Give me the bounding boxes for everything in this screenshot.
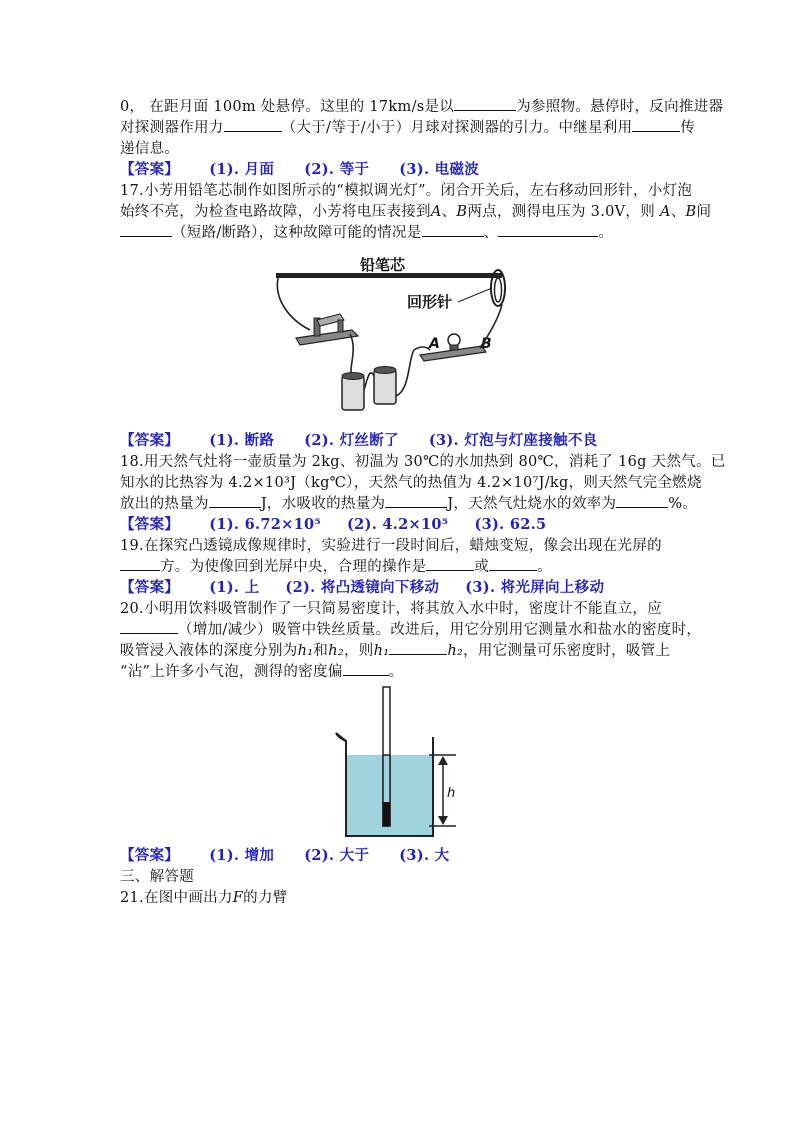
q17-line-3 [120,223,613,243]
q20-line-1 [120,599,662,619]
answer-item: (3). 将光屏向上移动 [465,579,605,596]
answer-blank [454,97,516,111]
q17-text: 17.小芳用铅笔芯制作如图所示的“模拟调光灯”。闭合开关后，左右移动回形针，小灯泡 [120,183,693,199]
answer-blank [422,223,484,237]
q16-line-2 [120,118,695,138]
q21-text: 的力臂 [243,890,288,906]
answer-blank [489,557,537,571]
q16-text: 递信息。 [120,141,180,157]
q20-line-2 [120,620,701,640]
q18-line-2 [120,473,702,493]
q17-line-2: 始终不亮，为检查电路故障，小芳将电压表接到A、B两点，测得电压为 3.0V，则 A、B间 [120,204,712,220]
battery [374,370,396,404]
q16-text: 0， 在距月面 100m 处悬停。这里的 17km/s是以 [120,99,455,115]
q16-text: 为参照物。悬停时，反向推进器 [516,99,724,115]
answer-tag: 【答案】 [120,847,180,864]
q17-text: 、 [441,204,457,220]
q17-text: 两点，测得电压为 3.0V，则 [467,204,656,220]
iron-wire-weight [383,802,390,826]
q20-text: ，则 [343,643,374,659]
q18-text: J，天然气灶烧水的效率为 [447,496,617,512]
answer-item: (1). 上 [209,579,260,596]
q16-text: （大于/等于/小于）月球对探测器的引力。中继星利用 [281,120,633,136]
point-a-label: A [659,204,671,220]
q18-text: J，水吸收的热量为 [260,496,386,512]
section-heading [120,867,194,887]
q20-line-4 [120,662,403,682]
answer-item: (2). 等于 [304,161,370,178]
battery [342,376,364,410]
q20-text: 和 [313,643,329,659]
answer-item: (3). 电磁波 [399,161,480,178]
q21-line [120,888,288,908]
answer-item: (1). 增加 [209,847,275,864]
answer-blank [389,641,447,655]
q19-line-1 [120,536,662,556]
answer-item: (2). 将凸透镜向下移动 [285,579,440,596]
q17-text: 始终不亮，为检查电路故障，小芳将电压表接到 [120,204,431,220]
answer-blank [498,223,598,237]
q18-text: 18.用天然气灶将一壶质量为 2kg、初温为 30℃的水加热到 80℃，消耗了 16g 天然气。已 [120,454,726,470]
q21-text: 21.在图中画出力 [120,890,233,906]
q20-answer [120,846,449,866]
dimmer-circuit-figure [270,250,520,420]
answer-tag: 【答案】 [120,579,180,596]
answer-blank [120,620,178,634]
q18-answer [120,515,546,535]
h1-symbol: h₁ [373,643,390,659]
q17-text: 间 [696,204,712,220]
q19-text: 19.在探究凸透镜成像规律时，实验进行一段时间后，蜡烛变短，像会出现在光屏的 [120,538,662,554]
answer-item: (1). 月面 [209,161,275,178]
q18-line-3 [120,494,697,514]
answer-blank [120,557,160,571]
q20-text: “沾”上许多小气泡，测得的密度偏 [120,664,343,680]
wire [277,278,310,330]
h2-symbol: h₂ [447,643,464,659]
point-b-label: B [685,204,697,220]
q20-text: （增加/减少）吸管中铁丝质量。改进后，用它分别用它测量水和盐水的密度时， [178,622,702,638]
paper-clip-label: 回形针 [407,293,453,311]
point-b-label: B [481,336,492,352]
answer-item: (1). 6.72×10⁵ [209,516,322,533]
answer-item: (1). 断路 [209,432,275,449]
q16-text: 对探测器作用力 [120,120,224,136]
h1-symbol: h₁ [297,643,314,659]
q17-text: 、 [483,225,499,241]
h-label: h [447,786,456,801]
answer-item: (3). 大 [399,847,450,864]
q17-line-1 [120,181,692,201]
answer-item: (3). 灯泡与灯座接触不良 [428,432,598,449]
q16-line-1 [120,97,723,117]
q18-line-1 [120,452,726,472]
point-a-label: A [430,204,442,220]
h2-symbol: h₂ [328,643,344,659]
answer-item: (2). 灯丝断了 [304,432,399,449]
point-a-label: A [429,336,440,352]
answer-item: (2). 4.2×10⁵ [347,516,449,533]
answer-tag: 【答案】 [120,516,180,533]
answer-blank [209,494,261,508]
q16-text: 传 [680,120,696,136]
answer-blank [385,494,447,508]
pencil-lead-label: 铅笔芯 [360,256,406,274]
q20-text: ，用它测量可乐密度时，吸管上 [463,643,671,659]
answer-item: (2). 大于 [304,847,370,864]
answer-tag: 【答案】 [120,161,180,178]
q17-text: 。 [598,225,614,241]
q18-text: 放出的热量为 [120,496,209,512]
q16-line-3 [120,139,179,159]
answer-blank [120,223,172,237]
q19-line-2 [120,557,552,577]
q20-text: 。 [388,664,404,680]
answer-blank [616,494,668,508]
q20-line-3 [120,641,670,661]
force-symbol: F [232,890,244,906]
q18-text: 知水的比热容为 4.2×10³J（kg℃），天然气的热值为 4.2×10⁷J/kg，则天然气完全燃烧 [120,475,702,491]
answer-tag: 【答案】 [120,432,180,449]
section-title: 三、解答题 [120,869,194,885]
q18-text: %。 [668,496,698,512]
answer-blank [343,662,389,676]
q19-text: 方。为使像回到光屏中央，合理的操作是 [160,559,427,575]
q19-text: 。 [537,559,553,575]
beaker-figure [330,685,470,843]
q19-answer [120,578,604,598]
q19-text: 或 [474,559,490,575]
q20-text: 吸管浸入液体的深度分别为 [120,643,298,659]
q17-text: （短路/断路），这种故障可能的情况是 [172,225,422,241]
q20-text: 20.小明用饮料吸管制作了一只简易密度计，将其放入水中时，密度计不能直立，应 [120,601,662,617]
answer-blank [426,557,474,571]
answer-blank [632,118,680,132]
q16-answer [120,160,479,180]
wire [350,334,353,376]
answer-blank [224,118,282,132]
bulb [448,334,460,346]
point-b-label: B [456,204,468,220]
switch-base [296,330,358,345]
q17-answer [120,431,597,451]
answer-item: (3). 62.5 [474,516,547,533]
